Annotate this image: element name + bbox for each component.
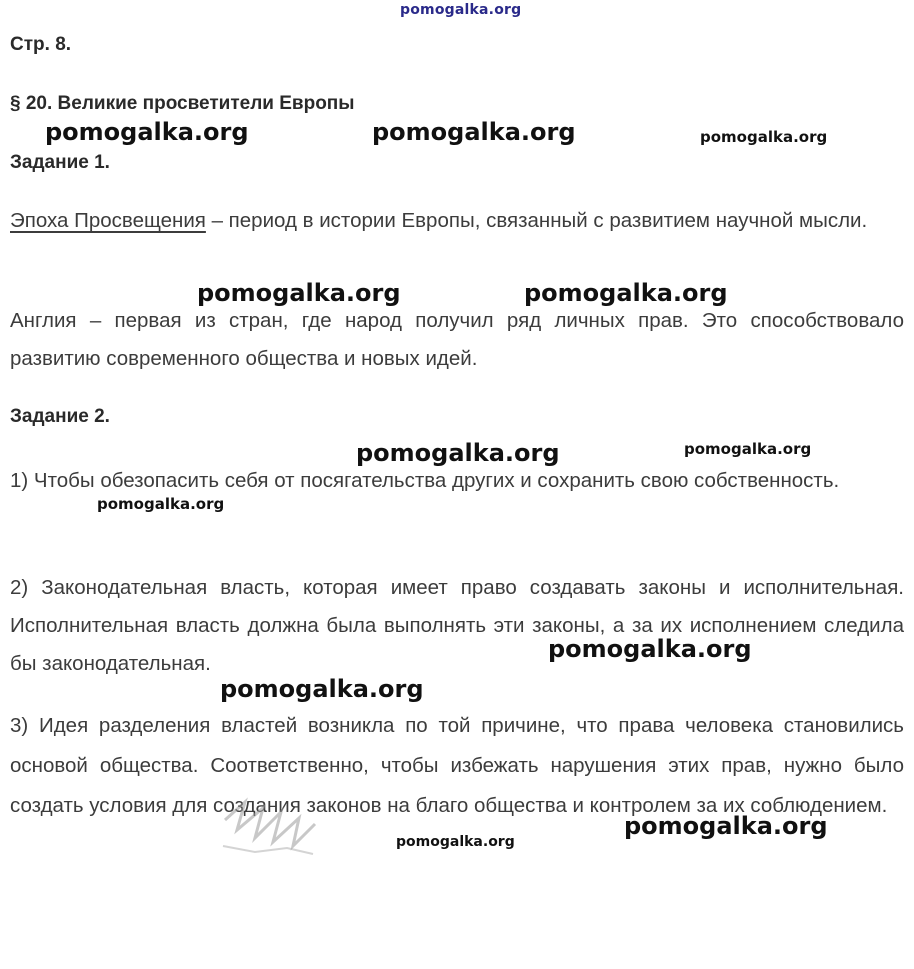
section-title: § 20. Великие просветители Европы bbox=[10, 93, 355, 114]
task1-definition bbox=[10, 202, 904, 240]
task1-heading: Задание 1. bbox=[10, 152, 110, 173]
watermark: pomogalka.org bbox=[356, 439, 560, 467]
task2-heading: Задание 2. bbox=[10, 406, 110, 427]
watermark: pomogalka.org bbox=[700, 128, 828, 146]
task2-item2: 2) Законодательная власть, которая имеет право создавать законы и исполнительная. Исполнительная власть должна была выполнять эти законы, а за их исполнением следила бы законодательная. bbox=[10, 576, 904, 675]
scribble-mark bbox=[215, 790, 325, 860]
task2-item3: 3) Идея разделения властей возникла по той причине, что права человека становились основой общества. Соответственно, чтобы избежать нарушения этих прав, нужно было создать условия для создания законов на благо общества и контролем за их соблюдением. bbox=[10, 714, 904, 817]
task2-item1: 1) Чтобы обезопасить себя от посягательства других и сохранить свою собственность. bbox=[10, 469, 840, 492]
task1-paragraph2: Англия – первая из стран, где народ получил ряд личных прав. Это способствовало развитию современного общества и новых идей. bbox=[10, 309, 904, 370]
watermark: pomogalka.org bbox=[372, 118, 576, 146]
watermark: pomogalka.org bbox=[45, 118, 249, 146]
watermark: pomogalka.org bbox=[624, 812, 828, 840]
watermark: pomogalka.org bbox=[524, 279, 728, 307]
page-number: Стр. 8. bbox=[10, 34, 72, 55]
watermark: pomogalka.org bbox=[548, 635, 752, 663]
watermark: pomogalka.org bbox=[396, 834, 515, 850]
watermark: pomogalka.org bbox=[97, 495, 225, 513]
term-enlightenment: Эпоха Просвещения bbox=[10, 209, 206, 232]
site-watermark-top: pomogalka.org bbox=[400, 2, 522, 18]
definition-text: – период в истории Европы, связанный с развитием научной мысли. bbox=[205, 209, 868, 232]
watermark: pomogalka.org bbox=[197, 279, 401, 307]
watermark: pomogalka.org bbox=[220, 675, 424, 703]
watermark: pomogalka.org bbox=[684, 440, 812, 458]
